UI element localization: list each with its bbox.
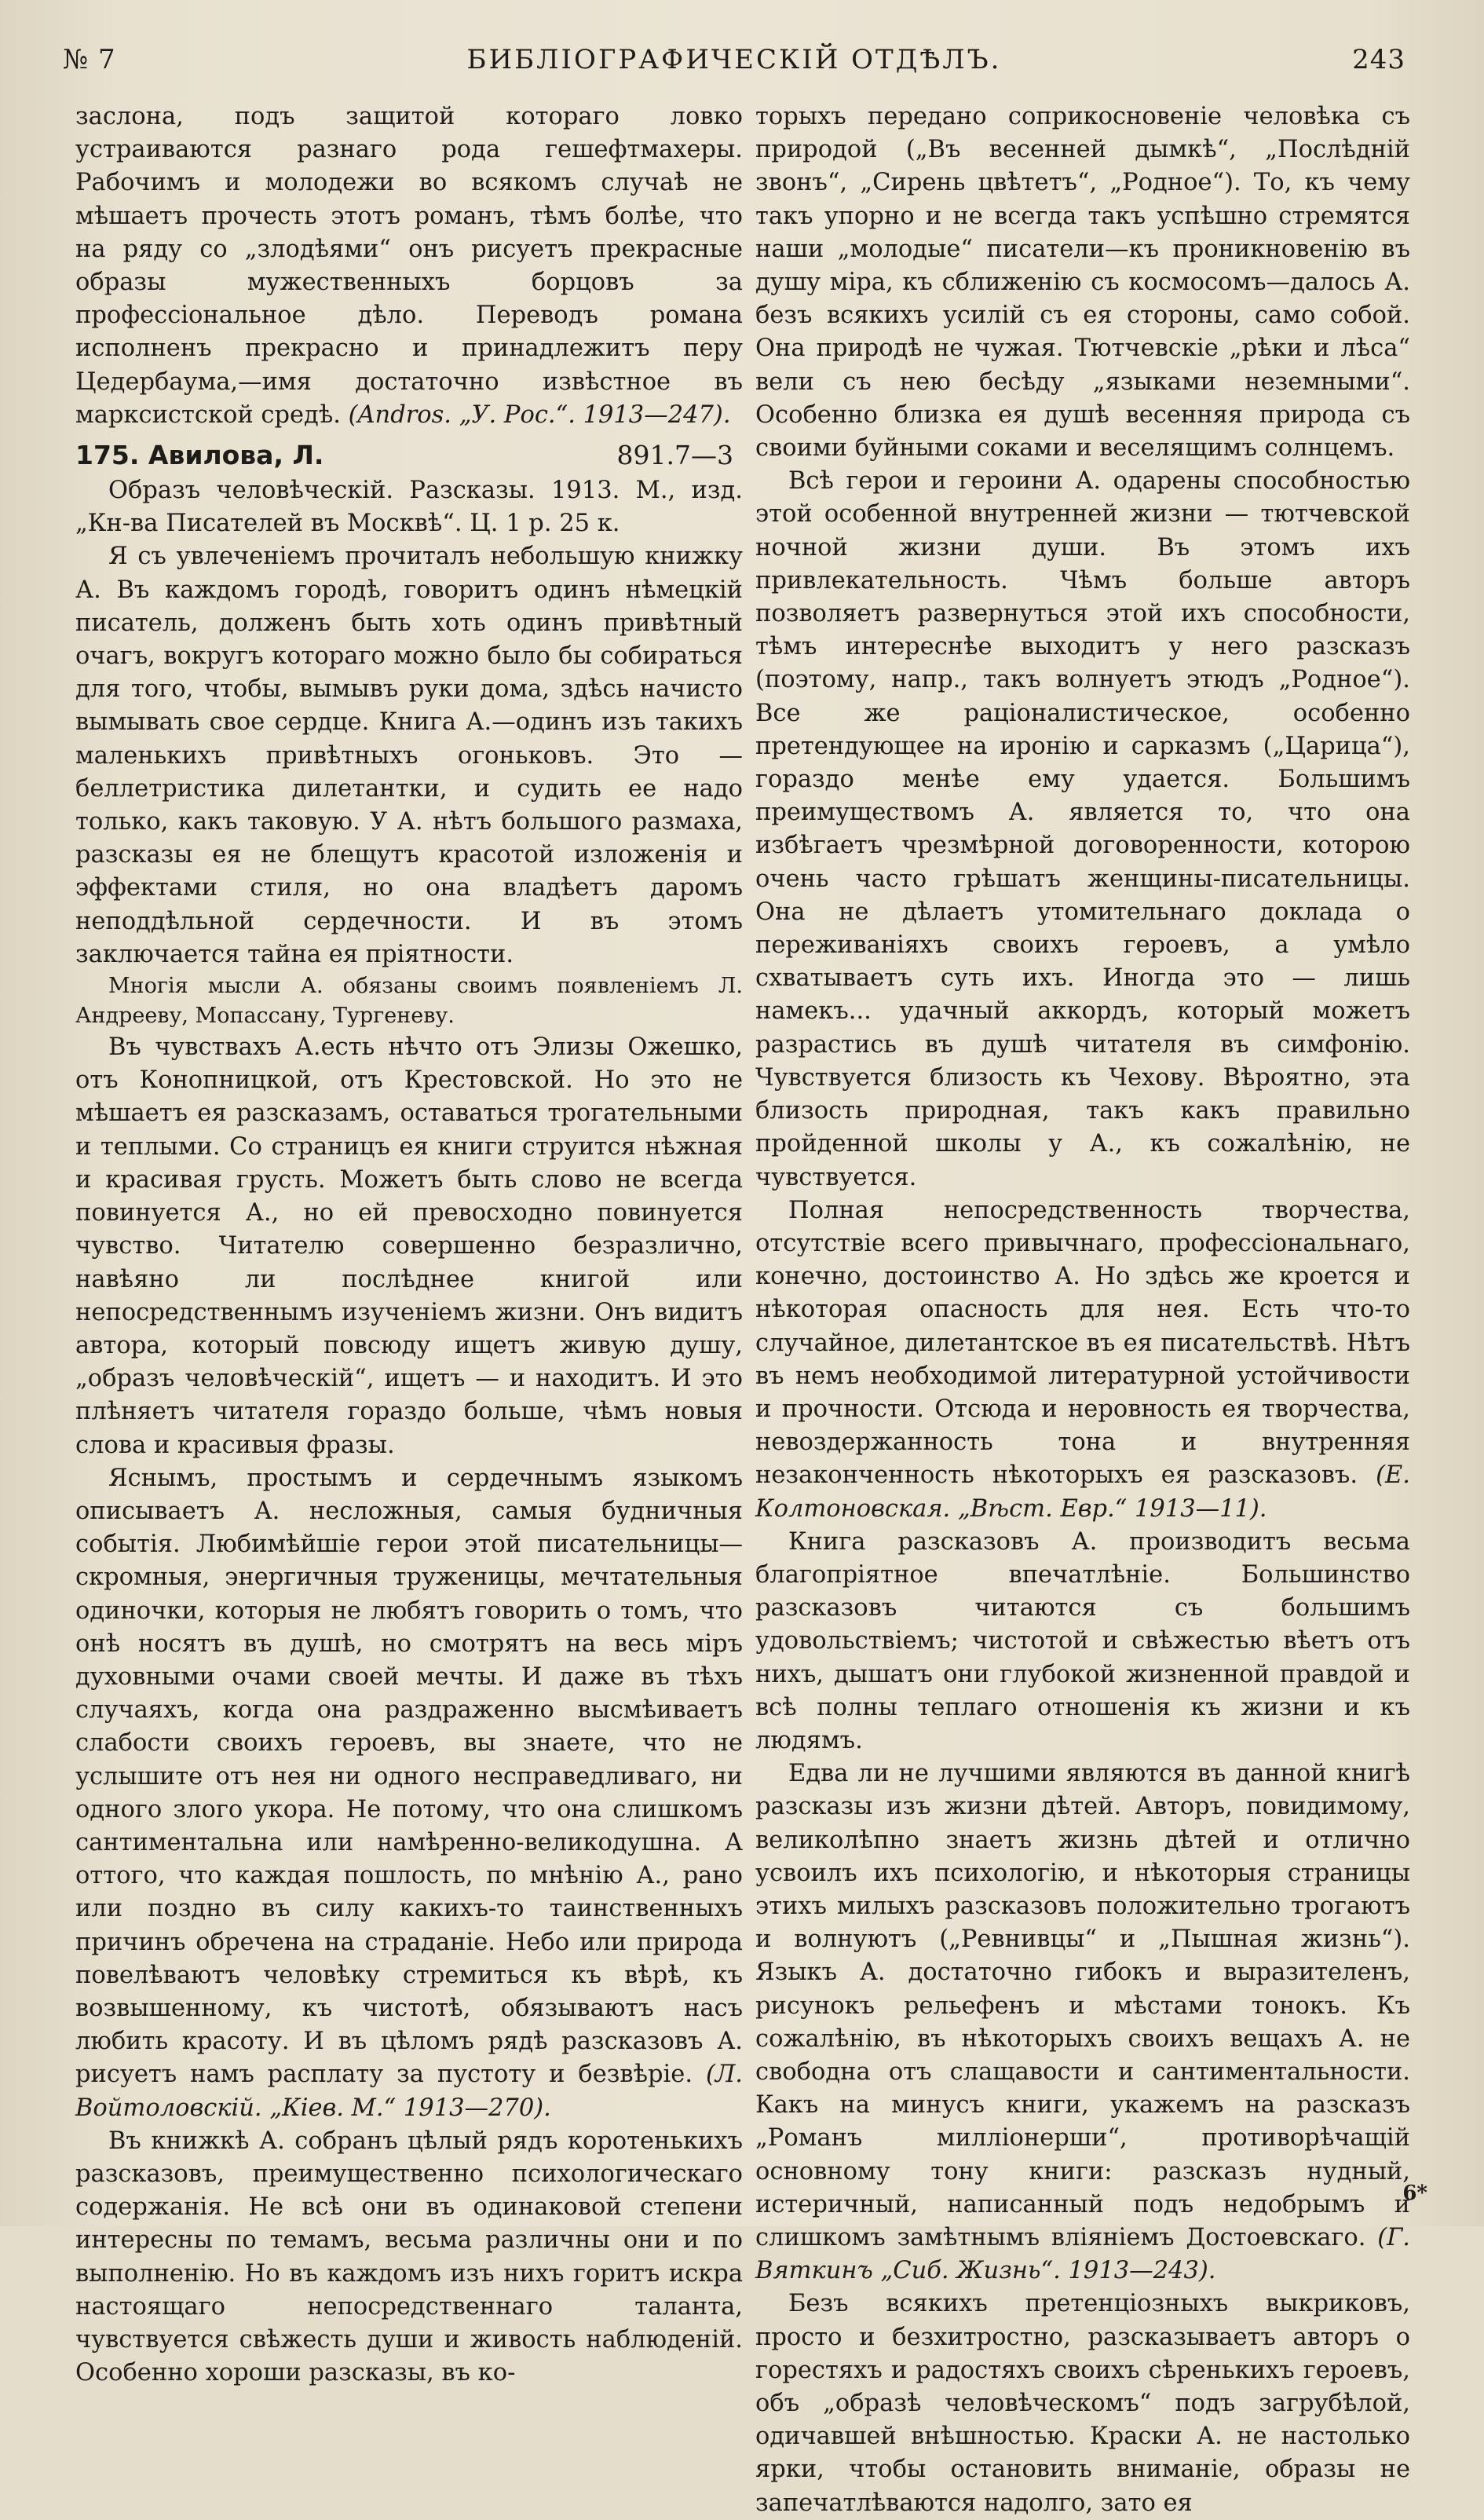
paragraph: Всѣ герои и героини А. одарены способностью этой особенной внутренней жизни — тютчевской ночной жизни души. Въ этомъ ихъ привлекательность. Чѣмъ больше авторъ позволяетъ развернуться этой ихъ способности, тѣмъ интереснѣе выходитъ у него разсказъ (поэтому, напр., такъ волнуетъ этюдъ „Родное“). Все же раціоналистическое, особенно претендующее на иронію и сарказмъ („Царица“), гораздо менѣе ему удается. Большимъ преимуществомъ А. является то, что она избѣгаетъ чрезмѣрной договоренности, которою очень часто грѣшатъ женщины-писательницы. Она не дѣлаетъ утомительнаго доклада о переживаніяхъ своихъ героевъ, а умѣло схватываетъ суть ихъ. Иногда это — лишь намекъ... удачный аккордъ, который можетъ разрастись въ душѣ читателя въ симфонію. Чувствуется близость къ Чехову. Вѣроятно, эта близость природная, такъ какъ правильно пройденной школы у А., къ сожалѣнію, не чувствуется. <box>755 467 1410 1191</box>
paragraph: заслона, подъ защитой котораго ловко устраиваются разнаго рода гешефтмахеры. Рабочимъ и молодежи во всякомъ случаѣ не мѣшаетъ прочесть этотъ романъ, тѣмъ болѣе, что на ряду со „злодѣями“ онъ рисуетъ прекрасные образы мужественныхъ борцовъ за профессіональное дѣло. Переводъ романа исполненъ прекрасно и принадлежитъ перу Цедербаума,—имя достаточно извѣстное въ марксистской средѣ. (Andros. „У. Рос.“. 1913—247). <box>75 103 743 429</box>
page-number: 243 <box>1352 44 1405 75</box>
paragraph: Въ чувствахъ А.есть нѣчто отъ Элизы Ожешко, отъ Конопницкой, отъ Крестовской. Но это не мѣшаетъ ея разсказамъ, оставаться трогательными и теплыми. Со страницъ ея книги струится нѣжная и красивая грусть. Можетъ быть слово не всегда повинуется А., но ей превосходно повинуется чувство. Читателю совершенно безразлично, навѣяно ли послѣднее книгой или непосредственнымъ изученіемъ жизни. Онъ видитъ автора, который повсюду ищетъ живую душу, „образъ человѣческій“, ищетъ — и находитъ. И это плѣняетъ читателя гораздо больше, чѣмъ новыя слова и красивыя фразы. <box>75 1033 743 1459</box>
paragraph: Безъ всякихъ претенціозныхъ выкриковъ, просто и безхитростно, разсказываетъ авторъ о горестяхъ и радостяхъ своихъ сѣренькихъ героевъ, объ „образѣ человѣческомъ“ подъ загрубѣлой, одичавшей внѣшностью. Краски А. не настолько ярки, чтобы остановить вниманіе, образы не запечатлѣваются надолго, зато ея <box>755 2290 1410 2517</box>
entry-author: 175. Авилова, Л. <box>75 440 324 471</box>
paragraph: Я съ увлеченіемъ прочиталъ небольшую книжку А. Въ каждомъ городѣ, говоритъ одинъ нѣмецкій писатель, долженъ быть хоть одинъ привѣтный очагъ, вокругъ котораго можно было бы собираться для того, чтобы, вымывъ руки дома, здѣсь начисто вымывать свое сердце. Книга А.—одинъ изъ такихъ маленькихъ привѣтныхъ огоньковъ. Это — беллетристика дилетантки, и судить ее надо только, какъ таковую. У А. нѣтъ большого размаха, разсказы ея не блещутъ красотой изложенія и эффектами стиля, но она владѣетъ даромъ неподдѣльной сердечности. И въ этомъ заключается тайна ея пріятности. <box>75 543 743 968</box>
book-description: Образъ человѣческій. Разсказы. 1913. М., изд. „Кн-ва Писателей въ Москвѣ“. Ц. 1 р. 25 к. <box>75 477 743 538</box>
right-column <box>755 101 1410 2520</box>
entry-heading <box>75 437 743 474</box>
paragraph: Полная непосредственность творчества, отсутствіе всего привычнаго, профессіональнаго, конечно, достоинство А. Но здѣсь же кроется и нѣкоторая опасность для нея. Есть что-то случайное, дилетантское въ ея писательствѣ. Нѣтъ въ немъ необходимой литературной устойчивости и прочности. Отсюда и неровность ея творчества, невоздержанность тона и внутренняя незаконченность нѣкоторыхъ ея разсказовъ. (Е. Колтоновская. „Вѣст. Евр.“ 1913—11). <box>755 1196 1410 1523</box>
issue-number: № 7 <box>63 44 116 75</box>
source-citation: (Л. Войтоловскій. „Кіев. М.“ 1913—270). <box>75 2061 743 2122</box>
source-citation: (Г. Вяткинъ „Сиб. Жизнь“. 1913—243). <box>755 2224 1410 2285</box>
paragraph: Въ книжкѣ А. собранъ цѣлый рядъ коротенькихъ разсказовъ, преимущественно психологическаго содержанія. Не всѣ они въ одинаковой степени интересны по темамъ, весьма различны они и по выполненію. Но въ каждомъ изъ нихъ горитъ искра настоящаго непосредственнаго таланта, чувствуется свѣжесть души и живость наблюденій. Особенно хороши разсказы, въ ко- <box>75 2127 743 2387</box>
paragraph: Едва ли не лучшими являются въ данной книгѣ разсказы изъ жизни дѣтей. Авторъ, повидимому, великолѣпно знаетъ жизнь дѣтей и отлично усвоилъ ихъ психологію, и нѣкоторыя страницы этихъ милыхъ разсказовъ положительно трогаютъ и волнуютъ („Ревнивцы“ и „Пышная жизнь“). Языкъ А. достаточно гибокъ и выразителенъ, рисунокъ рельефенъ и мѣстами тонокъ. Къ сожалѣнію, въ нѣкоторыхъ своихъ вещахъ А. не свободна отъ слащавости и сантиментальности. Какъ на минусъ книги, укажемъ на разсказъ „Романъ милліонерши“, противорѣчащій основному тону книги: разсказъ нудный, истеричный, написанный подъ недобрымъ и слишкомъ замѣтнымъ вліяніемъ Достоевскаго. (Г. Вяткинъ „Сиб. Жизнь“. 1913—243). <box>755 1760 1410 2285</box>
section-title: БИБЛІОГРАФИЧЕСКІЙ ОТДѢЛЪ. <box>466 44 1002 75</box>
classification-code: 891.7—3 <box>616 440 733 471</box>
source-citation: (Е. Колтоновская. „Вѣст. Евр.“ 1913—11). <box>755 1461 1410 1523</box>
paragraph: Книга разсказовъ А. производитъ весьма благопріятное впечатлѣніе. Большинство разсказовъ читаются съ большимъ удовольствіемъ; чистотой и свѣжестью вѣетъ отъ нихъ, дышатъ они глубокой жизненной правдой и всѣ полны теплаго отношенія къ жизни и къ людямъ. <box>755 1527 1410 1754</box>
paragraph: Яснымъ, простымъ и сердечнымъ языкомъ описываетъ А. несложныя, самыя будничныя событія. Любимѣйшіе герои этой писательницы—скромныя, энергичныя труженицы, мечтательныя одиночки, которыя не любятъ говорить о томъ, что онѣ носятъ въ душѣ, но смотрятъ на весь міръ духовными очами своей мечты. И даже въ тѣхъ случаяхъ, когда она раздраженно высмѣиваетъ слабости своихъ героевъ, вы знаете, что не услышите отъ нея ни одного несправедливаго, ни одного злого укора. Не потому, что она слишкомъ сантиментальна или намѣренно-великодушна. А оттого, что каждая пошлость, по мнѣнію А., рано или поздно въ силу какихъ-то таинственныхъ причинъ обречена на страданіе. Небо или природа повелѣваютъ человѣку стремиться къ вѣрѣ, къ возвышенному, къ чистотѣ, обязываютъ насъ любить красоту. И въ цѣломъ рядѣ разсказовъ А. рисуетъ намъ расплату за пустоту и безвѣріе. (Л. Войтоловскій. „Кіев. М.“ 1913—270). <box>75 1464 743 2122</box>
source-citation: (Andros. „У. Рос.“. 1913—247). <box>348 400 731 429</box>
paragraph: торыхъ передано соприкосновеніе человѣка съ природой („Въ весенней дымкѣ“, „Послѣдній звонъ“, „Сирень цвѣтетъ“, „Родное“). То, къ чему такъ упорно и не всегда такъ успѣшно стремятся наши „молодые“ писатели—къ проникновенію въ душу міра, къ сближенію съ космосомъ—далось А. безъ всякихъ усилій съ ея стороны, само собой. Она природѣ не чужая. Тютчевскіе „рѣки и лѣса“ вели съ нею бесѣду „языками неземными“. Особенно близка ея душѣ весенняя природа съ своими буйными соками и веселящимъ солнцемъ. <box>755 103 1410 463</box>
left-column <box>75 101 743 2390</box>
printer-signature-mark: 6* <box>1402 2182 1427 2205</box>
running-header <box>63 38 1405 85</box>
paragraph: Многія мысли А. обязаны своимъ появленіемъ Л. Андрееву, Мопассану, Тургеневу. <box>75 974 743 1029</box>
